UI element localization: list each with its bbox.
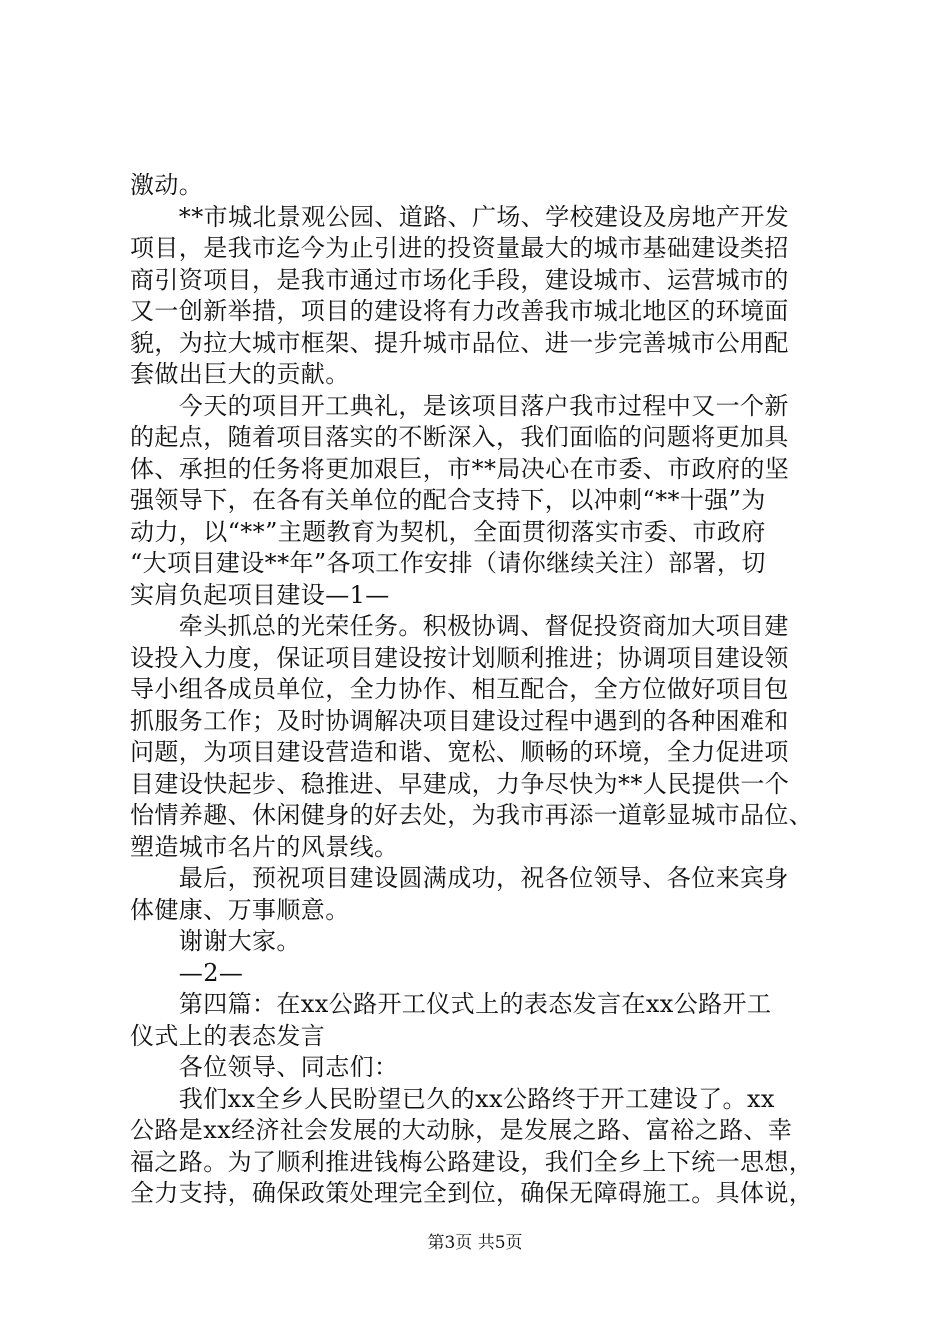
text-line: 貌，为拉大城市框架、提升城市品位、进一步完善城市公用配	[130, 328, 789, 357]
text-line: 福之路。为了顺利推进钱梅公路建设，我们全乡上下统一思想，	[130, 1147, 814, 1176]
text-line: 商引资项目，是我市通过市场化手段，建设城市、运营城市的	[130, 265, 789, 294]
text-line: 体、承担的任务将更加艰巨，市**局决心在市委、市政府的坚	[130, 454, 790, 483]
text-line: 问题，为项目建设营造和谐、宽松、顺畅的环境，全力促进项	[130, 738, 789, 766]
page-footer: 第3页 共5页	[427, 1232, 523, 1253]
text-line: 激动。	[130, 171, 204, 199]
text-line: 的起点，随着项目落实的不断深入，我们面临的问题将更加具	[130, 423, 789, 451]
text-line: 谢谢大家。	[130, 927, 301, 955]
text-line: 体健康、万事顺意。	[130, 895, 350, 924]
text-line: 项目，是我市迄今为止引进的投资量最大的城市基础建设类招	[130, 234, 789, 262]
text-line: 动力，以“**”主题教育为契机，全面贯彻落实市委、市政府	[130, 517, 766, 546]
text-line: 塑造城市名片的风景线。	[130, 832, 399, 861]
text-line: **市城北景观公园、道路、广场、学校建设及房地产开发	[130, 202, 790, 231]
text-line: 第四篇：在xx公路开工仪式上的表态发言在xx公路开工	[130, 990, 772, 1018]
text-line: “大项目建设**年”各项工作安排（请你继续关注）部署，切	[130, 549, 766, 577]
text-line: 怡情养趣、休闲健身的好去处，为我市再添一道彰显城市品位、	[130, 801, 814, 829]
text-line: 全力支持，确保政策处理完全到位，确保无障碍施工。具体说，	[130, 1179, 814, 1207]
text-line: 导小组各成员单位，全力协作、相互配合，全方位做好项目包	[130, 675, 789, 703]
text-line: 牵头抓总的光荣任务。积极协调、督促投资商加大项目建	[130, 612, 789, 640]
text-line: 今天的项目开工典礼，是该项目落户我市过程中又一个新	[130, 391, 789, 420]
text-line: 又一创新举措，项目的建设将有力改善我市城北地区的环境面	[130, 297, 789, 325]
text-line: 设投入力度，保证项目建设按计划顺利推进；协调项目建设领	[130, 643, 789, 672]
text-line: —2—	[130, 958, 244, 987]
text-line: 实肩负起项目建设—1—	[130, 580, 390, 609]
text-line: 强领导下，在各有关单位的配合支持下，以冲刺“**十强”为	[130, 486, 766, 514]
text-line: 各位领导、同志们：	[130, 1053, 399, 1081]
text-line: 目建设快起步、稳推进、早建成，力争尽快为**人民提供一个	[130, 769, 790, 798]
text-line: 套做出巨大的贡献。	[130, 360, 350, 388]
text-line: 抓服务工作；及时协调解决项目建设过程中遇到的各种困难和	[130, 706, 789, 735]
text-line: 仪式上的表态发言	[130, 1021, 326, 1050]
text-line: 我们xx全乡人民盼望已久的xx公路终于开工建设了。xx	[130, 1084, 775, 1113]
text-line: 公路是xx经济社会发展的大动脉，是发展之路、富裕之路、幸	[130, 1116, 793, 1144]
text-line: 最后，预祝项目建设圆满成功，祝各位领导、各位来宾身	[130, 864, 789, 892]
